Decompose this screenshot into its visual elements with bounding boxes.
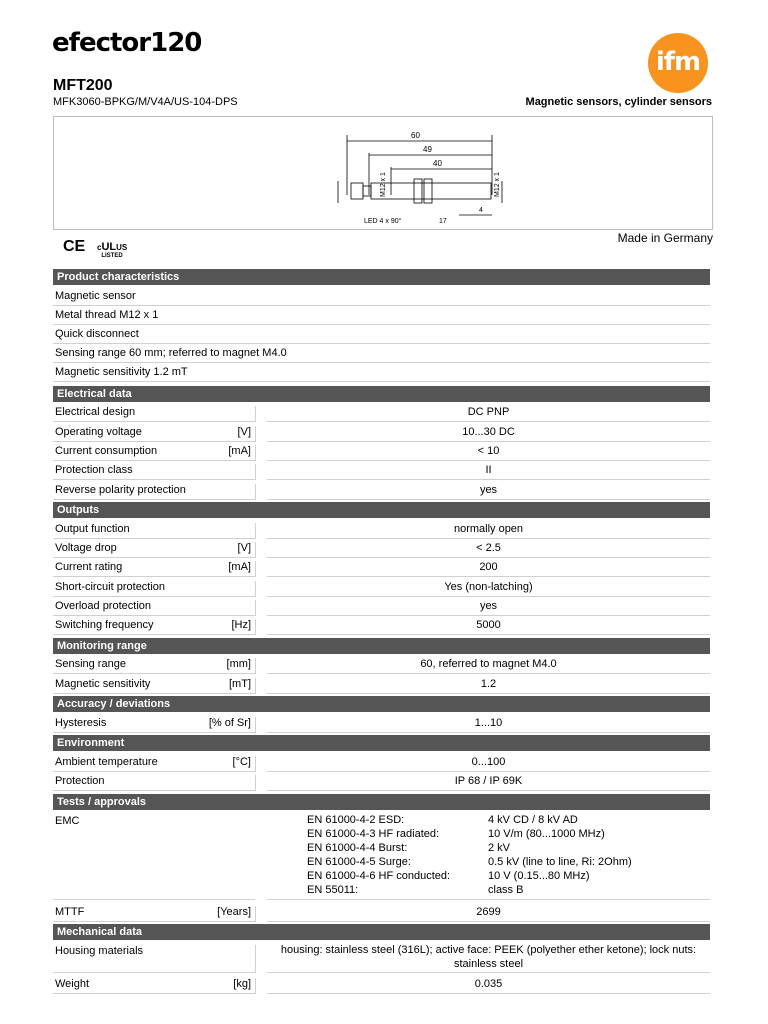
list-item: Sensing range 60 mm; referred to magnet M4.0 bbox=[53, 345, 710, 364]
table-row: Short-circuit protection Yes (non-latching) bbox=[53, 579, 710, 598]
table-row: MTTF [Years] 2699 bbox=[53, 904, 710, 923]
emc-item: EN 61000-4-3 HF radiated: 10 V/m (80...1000 MHz) bbox=[307, 828, 605, 840]
table-row: Reverse polarity protection yes bbox=[53, 482, 710, 501]
emc-item: EN 61000-4-5 Surge: 0.5 kV (line to line, Ri: 2Ohm) bbox=[307, 856, 632, 868]
section-header-monitoring: Monitoring range bbox=[53, 638, 710, 654]
list-item: Quick disconnect bbox=[53, 326, 710, 345]
sensor-drawing-icon bbox=[309, 125, 509, 225]
ce-mark: CE bbox=[63, 238, 86, 255]
table-row: Sensing range [mm] 60, referred to magnet M4.0 bbox=[53, 656, 710, 675]
table-row: Switching frequency [Hz] 5000 bbox=[53, 617, 710, 636]
product-category: Magnetic sensors, cylinder sensors bbox=[525, 96, 712, 108]
table-row: Housing materials housing: stainless steel (316L); active face: PEEK (polyether ether ketone); lock nuts: stainless steel bbox=[53, 943, 710, 973]
emc-item: EN 55011: class B bbox=[307, 884, 524, 896]
table-row: Ambient temperature [°C] 0...100 bbox=[53, 754, 710, 773]
section-header-mechanical: Mechanical data bbox=[53, 924, 710, 940]
section-header-outputs: Outputs bbox=[53, 502, 710, 518]
made-in: Made in Germany bbox=[617, 231, 713, 245]
table-row: Current consumption [mA] < 10 bbox=[53, 443, 710, 462]
ul-mark: UL bbox=[101, 241, 117, 253]
dim-60-label: 60 bbox=[411, 131, 420, 140]
table-row: Weight [kg] 0.035 bbox=[53, 976, 710, 995]
dim-40-label: 40 bbox=[433, 159, 442, 168]
list-item: Metal thread M12 x 1 bbox=[53, 307, 710, 326]
thread-right-label: M12 x 1 bbox=[494, 172, 501, 197]
list-item: Magnetic sensor bbox=[53, 288, 710, 307]
section-header-tests: Tests / approvals bbox=[53, 794, 710, 810]
logo-text: ifm bbox=[655, 47, 701, 77]
section-header-electrical: Electrical data bbox=[53, 386, 710, 402]
section-header-environment: Environment bbox=[53, 735, 710, 751]
brand-wordmark: efector120 bbox=[52, 28, 202, 58]
emc-item: EN 61000-4-4 Burst: 2 kV bbox=[307, 842, 511, 854]
emc-item: EN 61000-4-2 ESD: 4 kV CD / 8 kV AD bbox=[307, 814, 578, 826]
table-row: Protection class II bbox=[53, 462, 710, 481]
wrench-size-label: 17 bbox=[439, 218, 447, 225]
section-header-product-characteristics: Product characteristics bbox=[53, 269, 710, 285]
list-item: Magnetic sensitivity 1.2 mT bbox=[53, 364, 710, 383]
thread-left-label: M12 x 1 bbox=[380, 172, 387, 197]
product-title: MFT200 bbox=[53, 77, 113, 94]
dim-49-label: 49 bbox=[423, 145, 432, 154]
table-row: Operating voltage [V] 10...30 DC bbox=[53, 424, 710, 443]
nut-height-label: 4 bbox=[479, 207, 483, 214]
emc-list bbox=[307, 813, 632, 897]
led-label: LED 4 x 90° bbox=[364, 218, 402, 225]
ul-listed-text: LISTED bbox=[101, 253, 123, 259]
table-row: Protection IP 68 / IP 69K bbox=[53, 773, 710, 792]
part-number: MFK3060-BPKG/M/V4A/US-104-DPS bbox=[53, 96, 238, 108]
table-row: Hysteresis [% of Sr] 1...10 bbox=[53, 715, 710, 734]
table-row: Magnetic sensitivity [mT] 1.2 bbox=[53, 676, 710, 695]
table-row: Electrical design DC PNP bbox=[53, 404, 710, 423]
emc-row bbox=[53, 813, 710, 901]
ul-c: c bbox=[97, 243, 102, 252]
table-row: Voltage drop [V] < 2.5 bbox=[53, 540, 710, 559]
table-row: Output function normally open bbox=[53, 521, 710, 540]
emc-item: EN 61000-4-6 HF conducted: 10 V (0.15...80 MHz) bbox=[307, 870, 590, 882]
emc-label: EMC bbox=[55, 815, 80, 827]
ul-listed-mark bbox=[97, 236, 127, 259]
table-row: Overload protection yes bbox=[53, 598, 710, 617]
ul-us: US bbox=[116, 243, 128, 252]
table-row: Current rating [mA] 200 bbox=[53, 559, 710, 578]
ifm-logo bbox=[648, 33, 708, 93]
section-header-accuracy: Accuracy / deviations bbox=[53, 696, 710, 712]
dimension-drawing bbox=[53, 116, 713, 230]
